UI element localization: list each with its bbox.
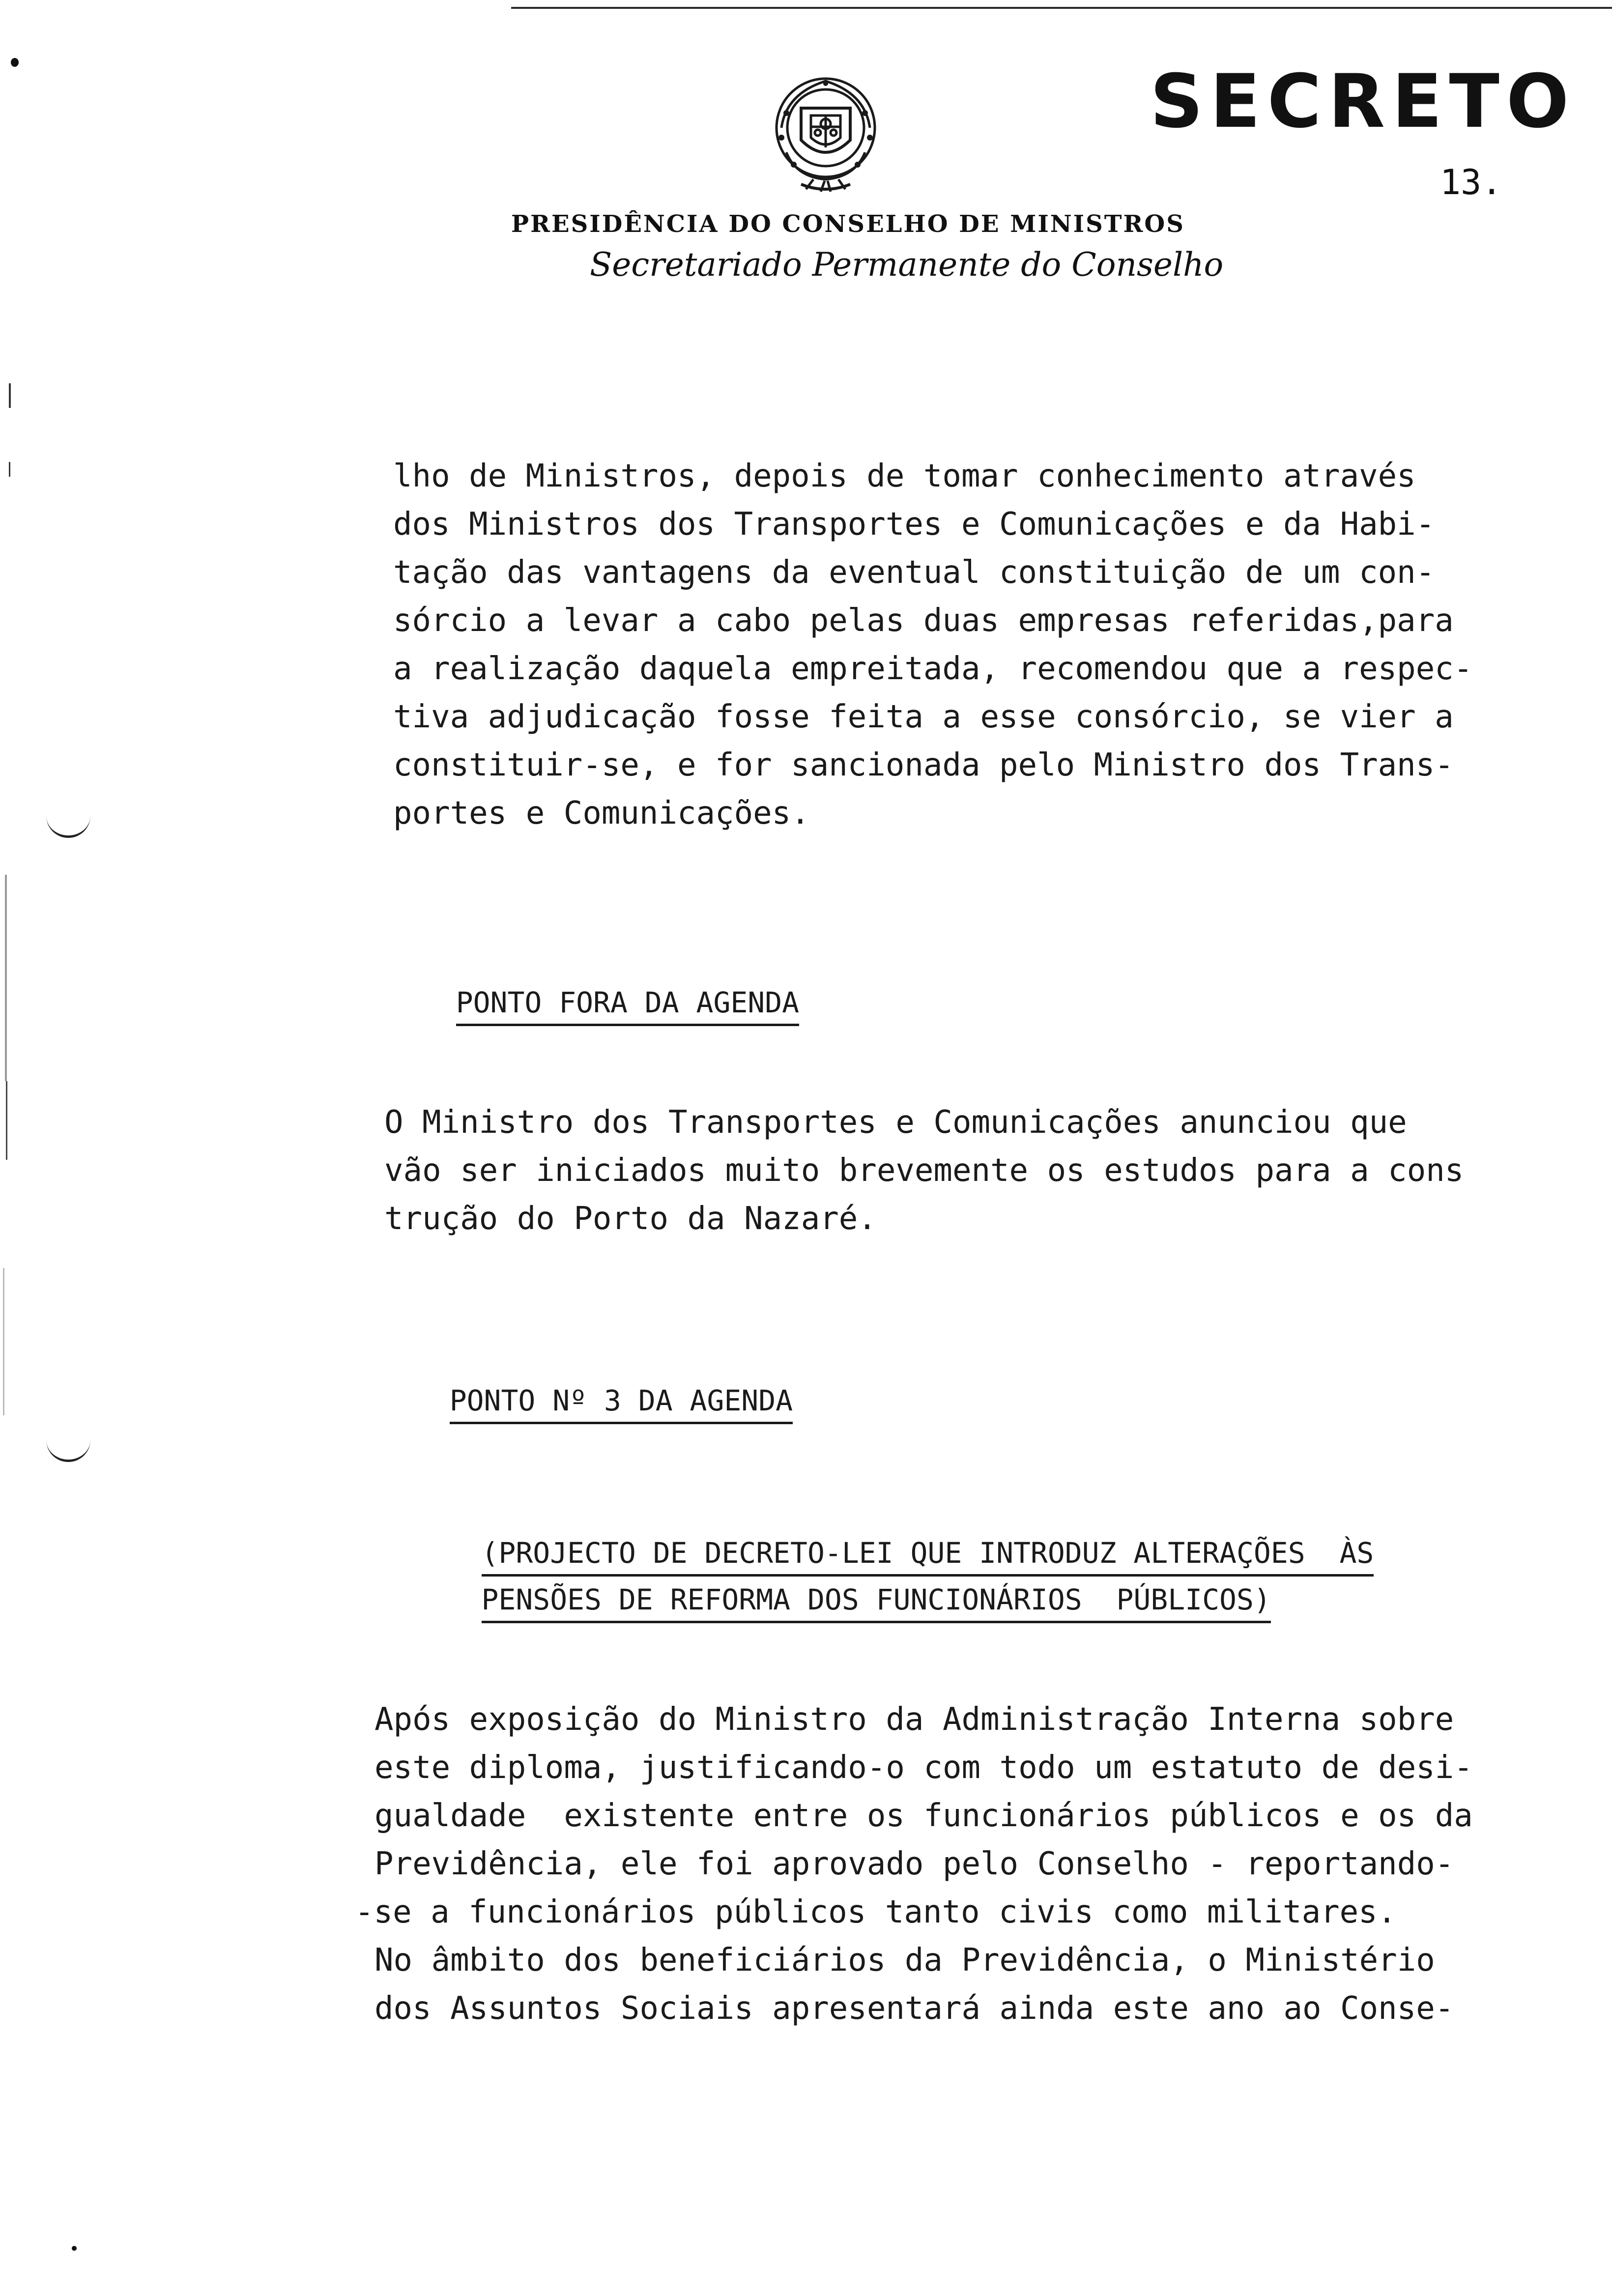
- scan-dot: [11, 58, 19, 67]
- decree-title-text: PENSÕES DE REFORMA DOS FUNCIONÁRIOS PÚBLICOS): [482, 1582, 1271, 1623]
- decree-title-line: [378, 1548, 1271, 1658]
- scan-mark: [3, 1268, 4, 1415]
- decree-title-text: (PROJECTO DE DECRETO-LEI QUE INTRODUZ ALTERAÇÕES ÀS: [482, 1536, 1374, 1577]
- section-heading: [387, 951, 799, 1061]
- classification-stamp: SECRETO: [1150, 59, 1576, 144]
- text-line: Previdência, ele foi aprovado pelo Conselho - reportando-: [374, 1846, 1454, 1882]
- text-line: No âmbito dos beneficiários da Previdência, o Ministério: [374, 1942, 1435, 1979]
- top-edge-rule: [511, 7, 1612, 9]
- text-line: dos Assuntos Sociais apresentará ainda este ano ao Conse-: [374, 1990, 1454, 2027]
- text-line: dos Ministros dos Transportes e Comunicações e da Habi-: [393, 506, 1435, 543]
- text-line: -se a funcionários públicos tanto civis como militares.: [355, 1894, 1397, 1930]
- institution-name: PRESIDÊNCIA DO CONSELHO DE MINISTROS: [511, 210, 1185, 238]
- section-heading-text: PONTO FORA DA AGENDA: [456, 985, 799, 1026]
- text-line: portes e Comunicações.: [393, 795, 810, 832]
- text-line: este diploma, justificando-o com todo um estatuto de desi-: [374, 1750, 1473, 1786]
- scan-mark: [6, 1081, 7, 1160]
- section-heading: [381, 1349, 793, 1459]
- secretariat-name: Secretariado Permanente do Conselho: [590, 246, 1224, 284]
- section-heading-text: PONTO Nº 3 DA AGENDA: [450, 1383, 793, 1424]
- scan-mark: [9, 383, 11, 408]
- text-line: vão ser iniciados muito brevemente os estudos para a cons: [384, 1152, 1464, 1189]
- text-line: constituir-se, e for sancionada pelo Ministro dos Trans-: [393, 747, 1454, 783]
- coat-of-arms-icon: [767, 69, 885, 197]
- scan-curve-mark: [46, 1440, 90, 1462]
- text-line: trução do Porto da Nazaré.: [384, 1201, 877, 1237]
- text-line: O Ministro dos Transportes e Comunicações anunciou que: [384, 1104, 1407, 1141]
- scan-mark: [9, 462, 10, 477]
- text-line: lho de Ministros, depois de tomar conhecimento através: [393, 458, 1416, 494]
- text-line: tiva adjudicação fosse feita a esse consórcio, se vier a: [393, 699, 1454, 735]
- page-number: 13.: [1440, 162, 1502, 202]
- text-line: gualdade existente entre os funcionários públicos e os da: [374, 1798, 1473, 1834]
- text-line: a realização daquela empreitada, recomendou que a respec-: [393, 651, 1473, 687]
- text-line: sórcio a levar a cabo pelas duas empresas referidas,para: [393, 603, 1454, 639]
- text-line: tação das vantagens da eventual constituição de um con-: [393, 554, 1435, 591]
- scan-mark: [5, 875, 7, 1081]
- text-line: Após exposição do Ministro da Administração Interna sobre: [374, 1701, 1454, 1738]
- scan-curve-mark: [46, 816, 90, 838]
- scan-dot: [72, 2246, 77, 2251]
